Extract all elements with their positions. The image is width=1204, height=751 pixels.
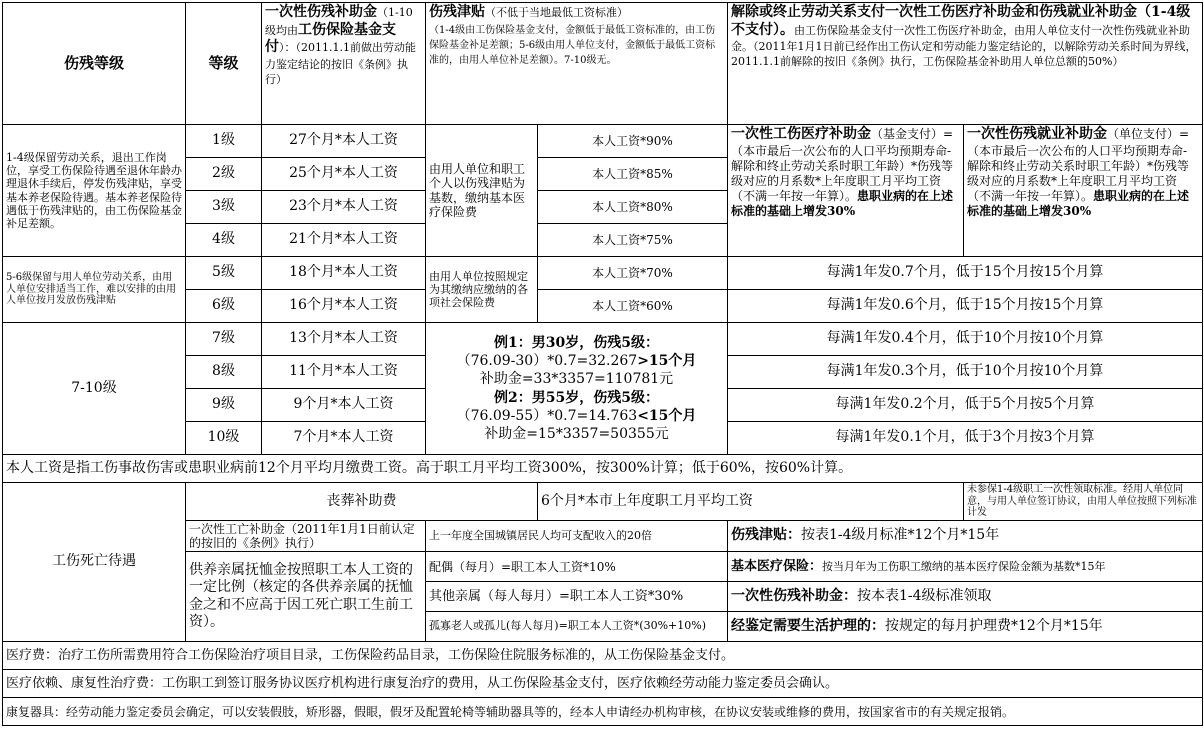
- level-cell: 4级: [186, 224, 262, 257]
- unenrolled-allowance: 伤残津贴：按表1-4级月标准*12个月*15年: [728, 520, 1203, 552]
- level-cell: 2级: [186, 158, 262, 191]
- employment-rule: 每满1年发0.4个月，低于10个月按10个月算: [728, 323, 1203, 356]
- group-1-4-desc: 1-4级保留劳动关系，退出工作岗位，享受工伤保险待遇至退休年龄办理退休手续后，停发伤残津贴，享受基本养老保险待遇。基本养老保险待遇低于伤残津贴的，由工伤保险基金补足差额。: [3, 125, 186, 257]
- group-7-10-label: 7-10级: [3, 323, 186, 455]
- allowance-basis-5-6: 由用人单位按照规定为其缴纳应缴纳的各项社会保险费: [426, 257, 538, 323]
- allowance-cell: 本人工资*70%: [538, 257, 728, 290]
- employment-rule: 每满1年发0.6个月，低于15个月按15个月算: [728, 290, 1203, 323]
- lump-cell: 13个月*本人工资: [262, 323, 426, 356]
- allowance-cell: 本人工资*75%: [538, 224, 728, 257]
- orphan-pension: 孤寡老人或孤儿(每人每月)=职工本人工资*(30%+10%): [426, 612, 728, 642]
- level-cell: 5级: [186, 257, 262, 290]
- lump-cell: 7个月*本人工资: [262, 422, 426, 455]
- level-cell: 8级: [186, 356, 262, 389]
- lump-title: 一次性伤残补助金: [265, 4, 377, 20]
- rehab-device-note: 康复器具：经劳动能力鉴定委员会确定，可以安装假肢，矫形器，假眼，假牙及配置轮椅等辅助器具等的，经本人申请经办机构审核，在协议安装或维修的费用，按国家省市的有关规定报销。: [3, 698, 1203, 726]
- allowance-cell: 本人工资*80%: [538, 191, 728, 224]
- lump-cell: 16个月*本人工资: [262, 290, 426, 323]
- level-cell: 7级: [186, 323, 262, 356]
- allowance-cell: 本人工资*90%: [538, 125, 728, 158]
- lump-cell: 23个月*本人工资: [262, 191, 426, 224]
- medical-fee-note: 医疗费：治疗工伤所需费用符合工伤保险治疗项目目录，工伤保险药品目录，工伤保险住院服务标准的，从工伤保险基金支付。: [3, 642, 1203, 670]
- allowance-cell: 本人工资*85%: [538, 158, 728, 191]
- header-lump-sum: 一次性伤残补助金（1-10级均由工伤保险基金支付）：（2011.1.1前做出劳动能力鉴定结论的按旧《条例》执行）: [262, 3, 426, 125]
- wage-note: 本人工资是指工伤事故伤害或患职业病前12个月平均月缴费工资。高于职工月平均工资300%，按300%计算；低于60%，按60%计算。: [3, 455, 1203, 483]
- header-level: 等级: [186, 3, 262, 125]
- lump-cell: 9个月*本人工资: [262, 389, 426, 422]
- allowance-basis-1-4: 由用人单位和职工个人以伤残津贴为基数，缴纳基本医疗保险费: [426, 125, 538, 257]
- survivor-pension: 供养亲属抚恤金按照职工本人工资的一定比例（核定的各供养亲属的抚恤金之和不应高于因工死亡职工生前工资）。: [186, 552, 426, 642]
- employment-rule: 每满1年发0.1个月，低于3个月按3个月算: [728, 422, 1203, 455]
- death-lump-value: 上一年度全国城镇居民人均可支配收入的20倍: [426, 520, 728, 552]
- lump-cell: 27个月*本人工资: [262, 125, 426, 158]
- unenrolled-lump: 一次性伤残补助金：按本表1-4级标准领取: [728, 582, 1203, 612]
- other-relative-pension: 其他亲属（每人每月）=职工本人工资*30%: [426, 582, 728, 612]
- employment-rule: 每满1年发0.7个月，低于15个月按15个月算: [728, 257, 1203, 290]
- unenrolled-care: 经鉴定需要生活护理的：按规定的每月护理费*12个月*15年: [728, 612, 1203, 642]
- header-allowance: 伤残津贴（不低于当地最低工资标准） （1-4级由工伤保险基金支付，金额低于最低工资标准的，由工伤保险基金补足差额；5-6级由用人单位支付，金额低于最低工资标准的，由用人单位补足差额）。7-10级无。: [426, 3, 728, 125]
- employment-rule: 每满1年发0.2个月，低于5个月按5个月算: [728, 389, 1203, 422]
- examples-block: 例1：男30岁，伤残5级： （76.09-30）*0.7=32.267>15个月 补助金=33*3357=110781元 例2：男55岁，伤残5级： （76.09-55）*0.7=14.763<15个月 补助金=15*3357=50355元: [426, 323, 728, 455]
- header-termination: 解除或终止劳动关系支付一次性工伤医疗补助金和伤残就业补助金（1-4级不支付）。由工伤保险基金支付一次性工伤医疗补助金，由用人单位支付一次性伤残就业补助金。（2011年1月1日前已经作出工伤认定和劳动能力鉴定结论的，以解除劳动关系时间为界线，2011.1.1前解除的按旧《条例》执行，工伤保险基金补助用人单位总额的50%）: [728, 3, 1203, 125]
- rehab-fee-note: 医疗依赖、康复性治疗费：工伤职工到签订服务协议医疗机构进行康复治疗的费用，从工伤保险基金支付，医疗依赖经劳动能力鉴定委员会确认。: [3, 670, 1203, 698]
- allowance-desc: （1-4级由工伤保险基金支付，金额低于最低工资标准的，由工伤保险基金补足差额；5-6级由用人单位支付，金额低于最低工资标准的，由用人单位补足差额）。7-10级无。: [429, 24, 716, 66]
- unenrolled-note: 未参保1-4级职工一次性领取标准。经用人单位同意，与用人单位签订协议，由用人单位按照下列标准计发: [964, 483, 1203, 521]
- termination-title: 解除或终止劳动关系支付一次性工伤医疗补助金和伤残就业补助金（1-4级不支付）。: [731, 4, 1191, 38]
- funeral-value: 6个月*本市上年度职工月平均工资: [538, 483, 964, 521]
- level-cell: 3级: [186, 191, 262, 224]
- injury-benefits-table: [2, 2, 1203, 726]
- lump-cell: 21个月*本人工资: [262, 224, 426, 257]
- group-5-6-desc: 5-6级保留与用人单位劳动关系，由用人单位安排适当工作，难以安排的由用人单位按月发放伤残津贴: [3, 257, 186, 323]
- lump-cell: 18个月*本人工资: [262, 257, 426, 290]
- allowance-cell: 本人工资*60%: [538, 290, 728, 323]
- employment-rule: 每满1年发0.3个月，低于10个月按10个月算: [728, 356, 1203, 389]
- death-lump-label: 一次性工亡补助金（2011年1月1日前认定的按旧的《条例》执行）: [186, 520, 426, 552]
- lump-cell: 25个月*本人工资: [262, 158, 426, 191]
- unenrolled-medical: 基本医疗保险：按当月年为工伤职工缴纳的基本医疗保险金额为基数*15年: [728, 552, 1203, 582]
- medical-lump-formula: 一次性工伤医疗补助金（基金支付）=（本市最后一次公布的人口平均预期寿命-解除和终止劳动关系时职工年龄）*伤残等级对应的月系数*上年度职工月平均工资（不满一年按一年算）。患职业病的在上述标准的基础上增发30%: [728, 125, 964, 257]
- level-cell: 10级: [186, 422, 262, 455]
- death-benefits-label: 工伤死亡待遇: [3, 483, 186, 642]
- spouse-pension: 配偶（每月）=职工本人工资*10%: [426, 552, 728, 582]
- employment-lump-formula: 一次性伤残就业补助金（单位支付）=（本市最后一次公布的人口平均预期寿命-解除和终止劳动关系时职工年龄）*伤残等级对应的月系数*上年度职工月平均工资（不满一年按一年算）。患职业病的在上述标准的基础上增发30%: [964, 125, 1203, 257]
- header-grade: 伤残等级: [3, 3, 186, 125]
- level-cell: 6级: [186, 290, 262, 323]
- lump-cell: 11个月*本人工资: [262, 356, 426, 389]
- level-cell: 9级: [186, 389, 262, 422]
- level-cell: 1级: [186, 125, 262, 158]
- funeral-label: 丧葬补助费: [186, 483, 538, 521]
- allowance-title: 伤残津贴: [429, 4, 485, 20]
